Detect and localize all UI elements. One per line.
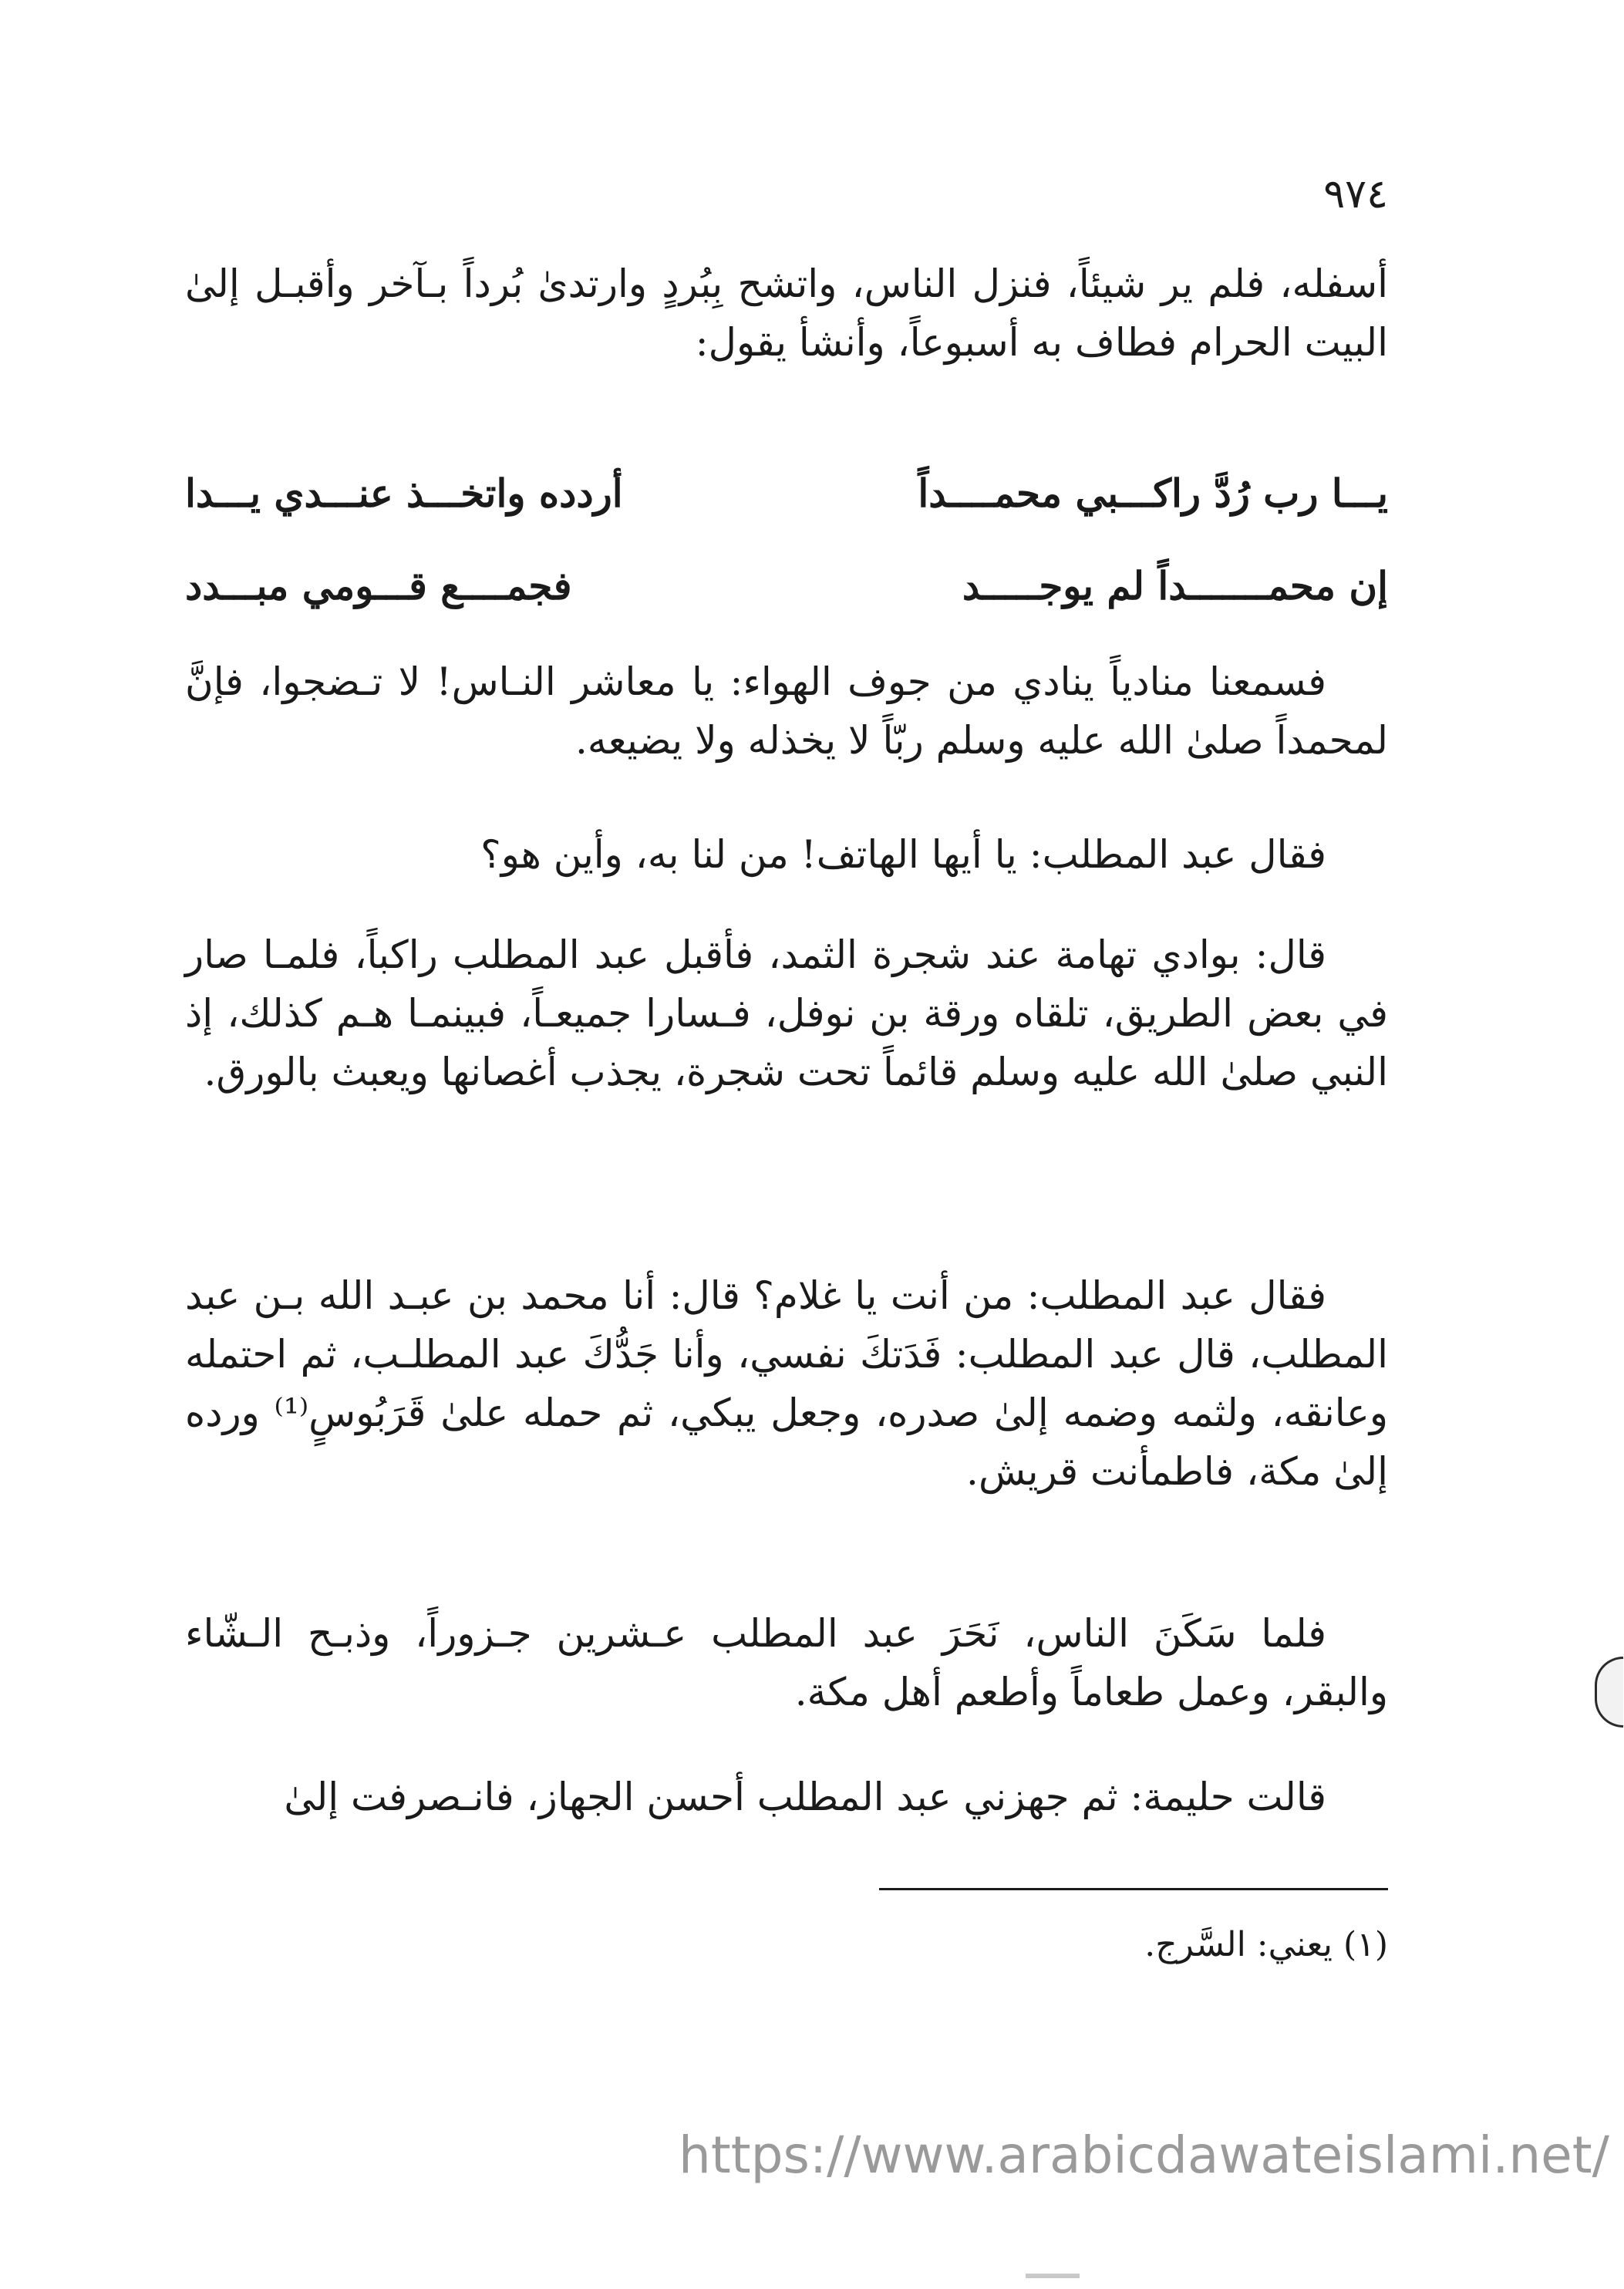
opening-paragraph: أسفله، فلم ير شيئاً، فنزل الناس، واتشح بِبُردٍ وارتدىٰ بُرداً بـآخر وأقبـل إلىٰ البيت الحرام فطاف به أسبوعاً، وأنشأ يقول:: [185, 261, 1388, 365]
body-paragraph: فسمعنا منادياً ينادي من جوف الهواء: يا معاشر النـاس! لا تـضجوا، فإنَّ لمحمداً صلىٰ الله عليه وسلم ربّاً لا يخذله ولا يضيعه.: [185, 659, 1388, 763]
verse-first-hemistich: يـــا رب رُدَّ راكـــبي محمــــداً: [918, 470, 1388, 516]
page-number: ٩٧٤: [1323, 171, 1388, 217]
body-paragraph: قال: بوادي تهامة عند شجرة الثمد، فأقبل عبد المطلب راكباً، فلمـا صار في بعض الطريق، تلقاه ورقة بن نوفل، فـسارا جميعـاً، فبينمـا هـم كذلك، إذ النبي صلىٰ الله عليه وسلم قائماً تحت شجرة، يجذب أغصانها ويعبث بالورق.: [185, 932, 1388, 1094]
body-paragraph: فقال عبد المطلب: يا أيها الهاتف! من لنا به، وأين هو؟: [480, 832, 1326, 877]
body-paragraph: فقال عبد المطلب: من أنت يا غلام؟ قال: أنا محمد بن عبـد الله بـن عبد المطلب، قال عبد المطلب: فَدَتكَ نفسي، وأنا جَدُّكَ عبد المطلـب، ثم احتمله وعانقه، ولثمه وضمه إلىٰ صدره، وجعل يبكي، ثم حمله علىٰ قَرَبُوسٍ⁽¹⁾ ورده إلىٰ مكة، فاطمأنت قريش.: [185, 1273, 1388, 1494]
verse-first-hemistich: إن محمـــــــداً لم يوجـــــد: [962, 563, 1388, 608]
verse-line: [185, 463, 1388, 524]
verse-second-hemistich: أردده واتخـــذ عنـــدي يـــدا: [185, 470, 623, 516]
verse-line: [185, 555, 1388, 617]
scan-artifact: [1026, 2274, 1080, 2278]
body-paragraph: فلما سَكَنَ الناس، نَحَرَ عبد المطلب عـشرين جـزوراً، وذبـح الـشّاء والبقر، وعمل طعاماً وأطعم أهل مكة.: [185, 1611, 1388, 1714]
verse-second-hemistich: فجمــــع قـــومي مبـــدد: [185, 563, 572, 608]
footnote-divider: [879, 1888, 1388, 1890]
footnote: (١) يعني: السَّرج.: [1144, 1925, 1388, 1964]
watermark-url: https://www.arabicdawateislami.net/: [679, 2126, 1609, 2185]
body-paragraph: قالت حليمة: ثم جهزني عبد المطلب أحسن الجهاز، فانـصرفت إلىٰ: [284, 1775, 1326, 1819]
page-edge-mark: [1595, 1657, 1623, 1728]
